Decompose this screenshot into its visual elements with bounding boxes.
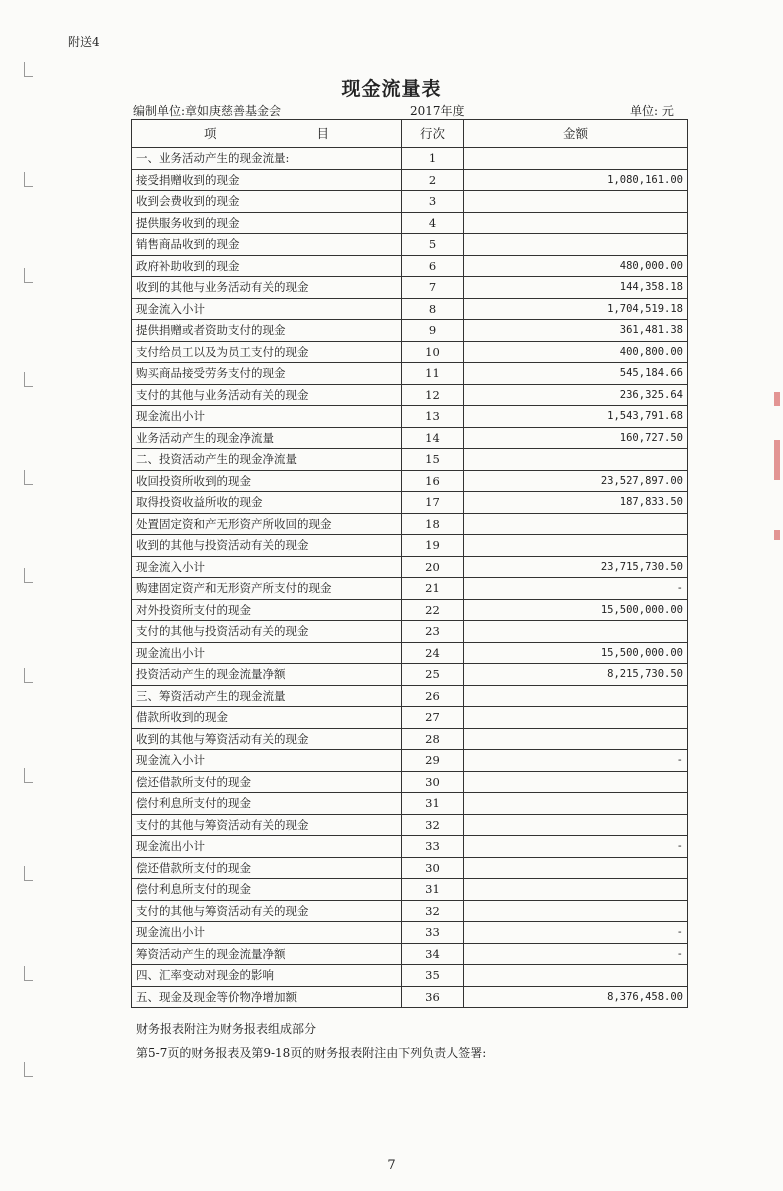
row-amount xyxy=(464,212,688,234)
binding-hole-mark xyxy=(24,668,33,683)
row-line-number: 16 xyxy=(402,470,464,492)
row-amount xyxy=(464,728,688,750)
table-row xyxy=(132,728,688,750)
row-amount: 23,715,730.50 xyxy=(464,556,688,578)
table-row xyxy=(132,857,688,879)
binding-hole-mark xyxy=(24,172,33,187)
table-row xyxy=(132,406,688,428)
row-amount: 480,000.00 xyxy=(464,255,688,277)
table-row xyxy=(132,556,688,578)
row-label: 投资活动产生的现金流量净额 xyxy=(132,664,402,686)
row-line-number: 28 xyxy=(402,728,464,750)
page-title: 现金流量表 xyxy=(341,78,442,100)
row-label: 接受捐赠收到的现金 xyxy=(132,169,402,191)
row-amount xyxy=(464,449,688,471)
table-row xyxy=(132,513,688,535)
table-row xyxy=(132,363,688,385)
binding-hole-mark xyxy=(24,866,33,881)
page-number: 7 xyxy=(387,1158,396,1173)
binding-hole-mark xyxy=(24,62,33,77)
row-label: 三、筹资活动产生的现金流量 xyxy=(132,685,402,707)
table-row xyxy=(132,169,688,191)
table-row xyxy=(132,384,688,406)
table-row xyxy=(132,578,688,600)
row-line-number: 24 xyxy=(402,642,464,664)
row-amount: 23,527,897.00 xyxy=(464,470,688,492)
row-label: 销售商品收到的现金 xyxy=(132,234,402,256)
row-label: 收回投资所收到的现金 xyxy=(132,470,402,492)
row-label: 提供捐赠或者资助支付的现金 xyxy=(132,320,402,342)
table-row xyxy=(132,685,688,707)
row-label: 现金流入小计 xyxy=(132,556,402,578)
row-amount: 15,500,000.00 xyxy=(464,599,688,621)
row-amount: 361,481.38 xyxy=(464,320,688,342)
table-row xyxy=(132,492,688,514)
row-amount xyxy=(464,191,688,213)
row-line-number: 17 xyxy=(402,492,464,514)
row-line-number: 22 xyxy=(402,599,464,621)
table-row xyxy=(132,320,688,342)
header-amount: 金额 xyxy=(464,120,688,148)
table-row xyxy=(132,449,688,471)
row-amount xyxy=(464,965,688,987)
row-label: 五、现金及现金等价物净增加额 xyxy=(132,986,402,1008)
footnote-signatures: 第5-7页的财务报表及第9-18页的财务报表附注由下列负责人签署: xyxy=(136,1046,487,1060)
row-amount: 144,358.18 xyxy=(464,277,688,299)
row-label: 现金流入小计 xyxy=(132,750,402,772)
row-label: 筹资活动产生的现金流量净额 xyxy=(132,943,402,965)
row-line-number: 11 xyxy=(402,363,464,385)
row-label: 支付的其他与业务活动有关的现金 xyxy=(132,384,402,406)
row-amount: 8,215,730.50 xyxy=(464,664,688,686)
row-label: 支付的其他与筹资活动有关的现金 xyxy=(132,900,402,922)
table-row xyxy=(132,707,688,729)
row-amount xyxy=(464,513,688,535)
binding-hole-mark xyxy=(24,568,33,583)
row-label: 收到的其他与业务活动有关的现金 xyxy=(132,277,402,299)
row-amount: 8,376,458.00 xyxy=(464,986,688,1008)
table-row xyxy=(132,922,688,944)
row-amount xyxy=(464,793,688,815)
row-amount xyxy=(464,148,688,170)
row-amount: 1,543,791.68 xyxy=(464,406,688,428)
row-line-number: 8 xyxy=(402,298,464,320)
table-row xyxy=(132,943,688,965)
row-amount: 236,325.64 xyxy=(464,384,688,406)
row-line-number: 30 xyxy=(402,857,464,879)
row-line-number: 34 xyxy=(402,943,464,965)
table-row xyxy=(132,621,688,643)
table-row xyxy=(132,965,688,987)
row-label: 偿还借款所支付的现金 xyxy=(132,771,402,793)
table-row xyxy=(132,470,688,492)
row-label: 现金流出小计 xyxy=(132,406,402,428)
seal-fragment xyxy=(774,530,780,540)
row-line-number: 18 xyxy=(402,513,464,535)
row-line-number: 15 xyxy=(402,449,464,471)
row-line-number: 9 xyxy=(402,320,464,342)
row-line-number: 6 xyxy=(402,255,464,277)
row-line-number: 26 xyxy=(402,685,464,707)
table-row xyxy=(132,191,688,213)
cash-flow-table xyxy=(131,119,688,1008)
table-row xyxy=(132,535,688,557)
row-amount xyxy=(464,535,688,557)
row-line-number: 32 xyxy=(402,814,464,836)
table-row xyxy=(132,986,688,1008)
table-header-row xyxy=(132,120,688,148)
row-line-number: 7 xyxy=(402,277,464,299)
report-year: 2017年度 xyxy=(410,104,465,118)
row-line-number: 20 xyxy=(402,556,464,578)
row-line-number: 23 xyxy=(402,621,464,643)
row-line-number: 13 xyxy=(402,406,464,428)
row-amount: 160,727.50 xyxy=(464,427,688,449)
table-row xyxy=(132,836,688,858)
row-line-number: 1 xyxy=(402,148,464,170)
row-label: 对外投资所支付的现金 xyxy=(132,599,402,621)
row-line-number: 33 xyxy=(402,922,464,944)
row-amount: - xyxy=(464,922,688,944)
row-amount: 545,184.66 xyxy=(464,363,688,385)
table-row xyxy=(132,771,688,793)
table-row xyxy=(132,255,688,277)
row-label: 借款所收到的现金 xyxy=(132,707,402,729)
table-row xyxy=(132,427,688,449)
row-amount xyxy=(464,900,688,922)
row-line-number: 29 xyxy=(402,750,464,772)
row-line-number: 4 xyxy=(402,212,464,234)
header-item: 项 目 xyxy=(132,120,402,148)
row-amount: 15,500,000.00 xyxy=(464,642,688,664)
row-amount: - xyxy=(464,578,688,600)
table-row xyxy=(132,341,688,363)
currency-unit: 单位: 元 xyxy=(630,104,674,118)
row-amount xyxy=(464,685,688,707)
binding-hole-mark xyxy=(24,966,33,981)
row-amount: - xyxy=(464,750,688,772)
table-row xyxy=(132,298,688,320)
row-line-number: 19 xyxy=(402,535,464,557)
row-label: 四、汇率变动对现金的影响 xyxy=(132,965,402,987)
binding-hole-mark xyxy=(24,372,33,387)
row-amount xyxy=(464,771,688,793)
seal-fragment xyxy=(774,440,780,480)
row-amount: - xyxy=(464,943,688,965)
row-amount: - xyxy=(464,836,688,858)
row-line-number: 14 xyxy=(402,427,464,449)
table-row xyxy=(132,642,688,664)
row-amount: 1,080,161.00 xyxy=(464,169,688,191)
table-row xyxy=(132,277,688,299)
row-label: 支付的其他与筹资活动有关的现金 xyxy=(132,814,402,836)
table-row xyxy=(132,793,688,815)
row-amount xyxy=(464,814,688,836)
row-amount xyxy=(464,621,688,643)
row-amount: 400,800.00 xyxy=(464,341,688,363)
row-amount: 187,833.50 xyxy=(464,492,688,514)
row-label: 政府补助收到的现金 xyxy=(132,255,402,277)
row-amount xyxy=(464,879,688,901)
row-line-number: 3 xyxy=(402,191,464,213)
header-line: 行次 xyxy=(402,120,464,148)
row-label: 支付的其他与投资活动有关的现金 xyxy=(132,621,402,643)
row-line-number: 10 xyxy=(402,341,464,363)
table-row xyxy=(132,212,688,234)
row-label: 购买商品接受劳务支付的现金 xyxy=(132,363,402,385)
binding-hole-mark xyxy=(24,268,33,283)
row-label: 偿付利息所支付的现金 xyxy=(132,879,402,901)
row-amount xyxy=(464,857,688,879)
table-row xyxy=(132,599,688,621)
row-line-number: 36 xyxy=(402,986,464,1008)
row-label: 偿还借款所支付的现金 xyxy=(132,857,402,879)
row-label: 一、业务活动产生的现金流量: xyxy=(132,148,402,170)
row-line-number: 31 xyxy=(402,793,464,815)
row-line-number: 35 xyxy=(402,965,464,987)
row-amount xyxy=(464,707,688,729)
row-label: 提供服务收到的现金 xyxy=(132,212,402,234)
table-row xyxy=(132,664,688,686)
row-label: 取得投资收益所收的现金 xyxy=(132,492,402,514)
row-line-number: 5 xyxy=(402,234,464,256)
attachment-label: 附送4 xyxy=(68,35,100,49)
row-line-number: 25 xyxy=(402,664,464,686)
row-line-number: 31 xyxy=(402,879,464,901)
row-label: 现金流出小计 xyxy=(132,642,402,664)
row-label: 收到会费收到的现金 xyxy=(132,191,402,213)
row-label: 现金流出小计 xyxy=(132,922,402,944)
row-amount: 1,704,519.18 xyxy=(464,298,688,320)
row-label: 处置固定资和产无形资产所收回的现金 xyxy=(132,513,402,535)
table-row xyxy=(132,814,688,836)
row-label: 偿付利息所支付的现金 xyxy=(132,793,402,815)
org-name: 编制单位:章如庚慈善基金会 xyxy=(133,104,282,118)
row-label: 收到的其他与筹资活动有关的现金 xyxy=(132,728,402,750)
footnote-components: 财务报表附注为财务报表组成部分 xyxy=(136,1022,317,1036)
table-row xyxy=(132,234,688,256)
binding-hole-mark xyxy=(24,470,33,485)
row-label: 支付给员工以及为员工支付的现金 xyxy=(132,341,402,363)
table-row xyxy=(132,750,688,772)
row-line-number: 33 xyxy=(402,836,464,858)
table-row xyxy=(132,879,688,901)
row-line-number: 30 xyxy=(402,771,464,793)
row-label: 现金流入小计 xyxy=(132,298,402,320)
row-label: 购建固定资产和无形资产所支付的现金 xyxy=(132,578,402,600)
seal-fragment xyxy=(774,392,780,406)
row-amount xyxy=(464,234,688,256)
row-label: 二、投资活动产生的现金净流量 xyxy=(132,449,402,471)
row-line-number: 32 xyxy=(402,900,464,922)
row-line-number: 27 xyxy=(402,707,464,729)
table-row xyxy=(132,900,688,922)
row-line-number: 12 xyxy=(402,384,464,406)
binding-hole-mark xyxy=(24,1062,33,1077)
table-row xyxy=(132,148,688,170)
row-line-number: 2 xyxy=(402,169,464,191)
row-label: 收到的其他与投资活动有关的现金 xyxy=(132,535,402,557)
row-label: 业务活动产生的现金净流量 xyxy=(132,427,402,449)
binding-hole-mark xyxy=(24,768,33,783)
row-line-number: 21 xyxy=(402,578,464,600)
row-label: 现金流出小计 xyxy=(132,836,402,858)
